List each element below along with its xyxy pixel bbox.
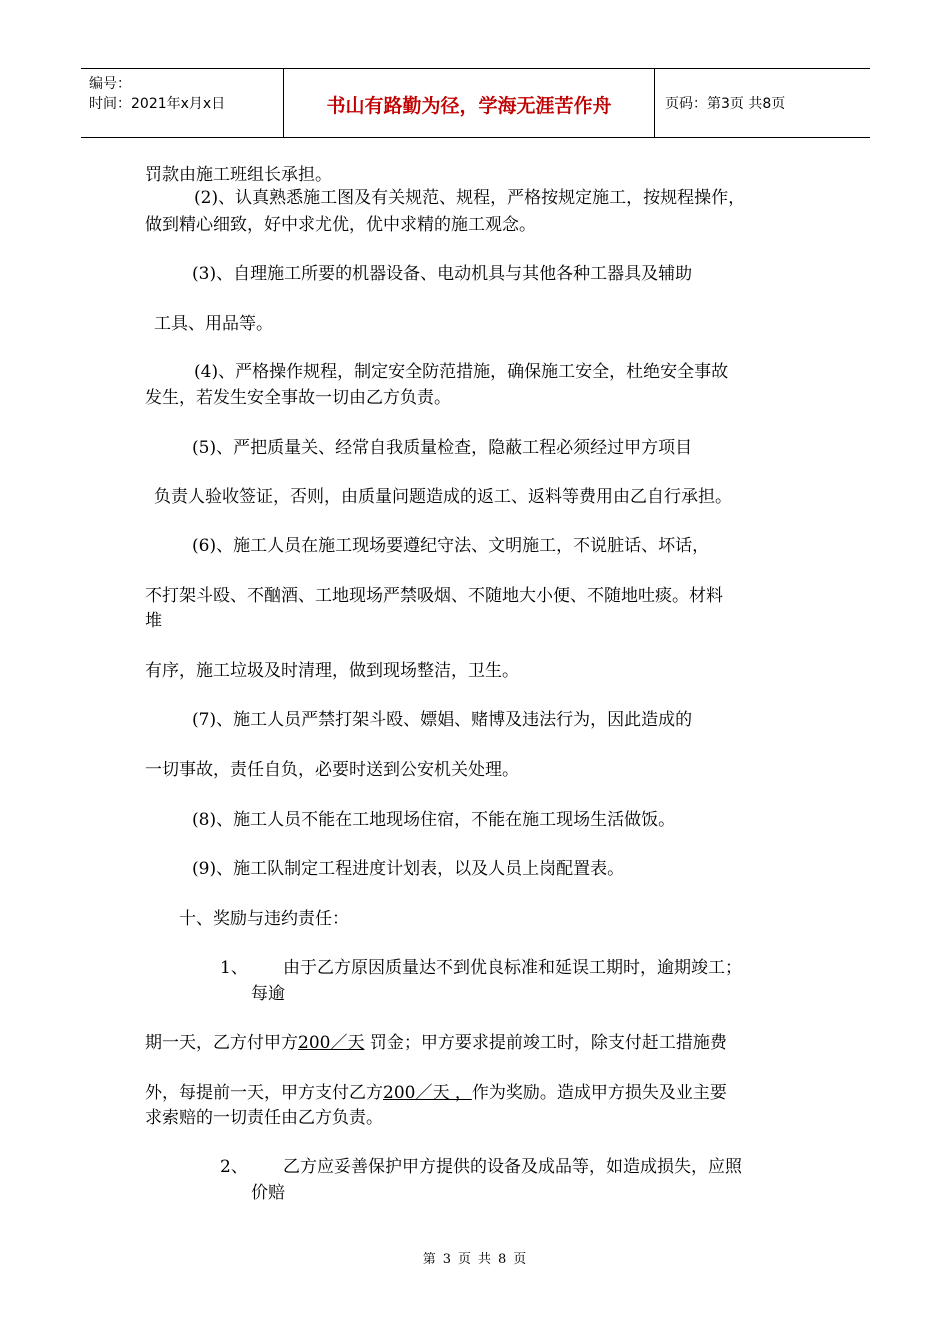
footer-ye: 页	[457, 1252, 472, 1267]
section-heading: 十、奖励与违约责任：	[179, 909, 349, 929]
header-motto: 书山有路勤为径，学海无涯苦作舟	[326, 95, 612, 117]
header-motto-cell	[284, 69, 655, 137]
body-line-13: 有序，施工垃圾及时清理，做到现场整洁，卫生。	[145, 661, 519, 681]
body-line-6: (4)、严格操作规程，制定安全防范措施，确保施工安全，杜绝安全事故	[194, 362, 729, 382]
page-header	[81, 68, 870, 138]
clause-number-1: 1、	[220, 958, 248, 978]
footer-total-pages: 8	[498, 1252, 508, 1267]
body-line-25: 价赔	[251, 1183, 285, 1203]
body-line-17: (9)、施工队制定工程进度计划表，以及人员上岗配置表。	[192, 859, 625, 879]
reward-amount: 200／天 ，	[383, 1083, 472, 1103]
body-line-16: (8)、施工人员不能在工地现场住宿，不能在施工现场生活做饭。	[192, 810, 676, 830]
body-line-3: 做到精心细致，好中求尤优，优中求精的施工观念。	[145, 215, 536, 235]
body-line-1: 罚款由施工班组长承担。	[145, 165, 332, 185]
body-line-10: (6)、施工人员在施工现场要遵纪守法、文明施工，不说脏话、坏话，	[192, 536, 710, 556]
body-line-23: 求索赔的一切责任由乙方负责。	[145, 1108, 383, 1128]
body-line-7: 发生，若发生安全事故一切由乙方负责。	[145, 388, 451, 408]
header-page-cell	[655, 69, 870, 137]
document-time-label: 时间：2021年x月x日	[89, 96, 226, 112]
body-line-14: (7)、施工人员严禁打架斗殴、嫖娼、赌博及违法行为，因此造成的	[192, 710, 693, 730]
footer-page-number: 3	[442, 1252, 452, 1267]
body-line-5: 工具、用品等。	[154, 314, 273, 334]
body-line-19: 由于乙方原因质量达不到优良标准和延误工期时，逾期竣工；	[283, 958, 742, 978]
header-page-code: 页码：第3页 共8页	[665, 96, 786, 112]
body-line-11: 不打架斗殴、不酗酒、工地现场严禁吸烟、不随地大小便、不随地吐痰。材料	[145, 586, 723, 606]
body-line-21	[145, 1033, 727, 1053]
penalty-amount: 200／天	[298, 1033, 365, 1053]
body-line-9: 负责人验收签证，否则，由质量问题造成的返工、返料等费用由乙自行承担。	[154, 487, 732, 507]
header-meta-cell	[81, 69, 284, 137]
body-line-4: (3)、自理施工所要的机器设备、电动机具与其他各种工器具及辅助	[192, 264, 693, 284]
footer-di: 第	[422, 1252, 437, 1267]
footer-gong: 共	[478, 1252, 493, 1267]
body-line-15: 一切事故，责任自负，必要时送到公安机关处理。	[145, 760, 519, 780]
document-number-label: 编号：	[89, 76, 131, 92]
body-line-22-text-b: 作为奖励。造成甲方损失及业主要	[471, 1083, 727, 1103]
footer-ye-2: 页	[513, 1252, 528, 1267]
body-line-8: (5)、严把质量关、经常自我质量检查，隐蔽工程必须经过甲方项目	[192, 438, 693, 458]
clause-number-2: 2、	[220, 1157, 248, 1177]
body-line-21-text-b: 罚金；甲方要求提前竣工时，除支付赶工措施费	[364, 1033, 727, 1053]
body-line-22-text-a: 外，每提前一天，甲方支付乙方	[145, 1083, 383, 1103]
body-line-24: 乙方应妥善保护甲方提供的设备及成品等，如造成损失，应照	[283, 1157, 742, 1177]
body-line-2: (2)、认真熟悉施工图及有关规范、规程，严格按规定施工，按规程操作，	[194, 188, 746, 208]
body-line-20: 每逾	[251, 984, 285, 1004]
body-line-22	[145, 1083, 727, 1103]
body-line-12: 堆	[145, 611, 162, 631]
page-footer	[0, 1248, 950, 1267]
body-line-21-text-a: 期一天，乙方付甲方	[145, 1033, 298, 1053]
